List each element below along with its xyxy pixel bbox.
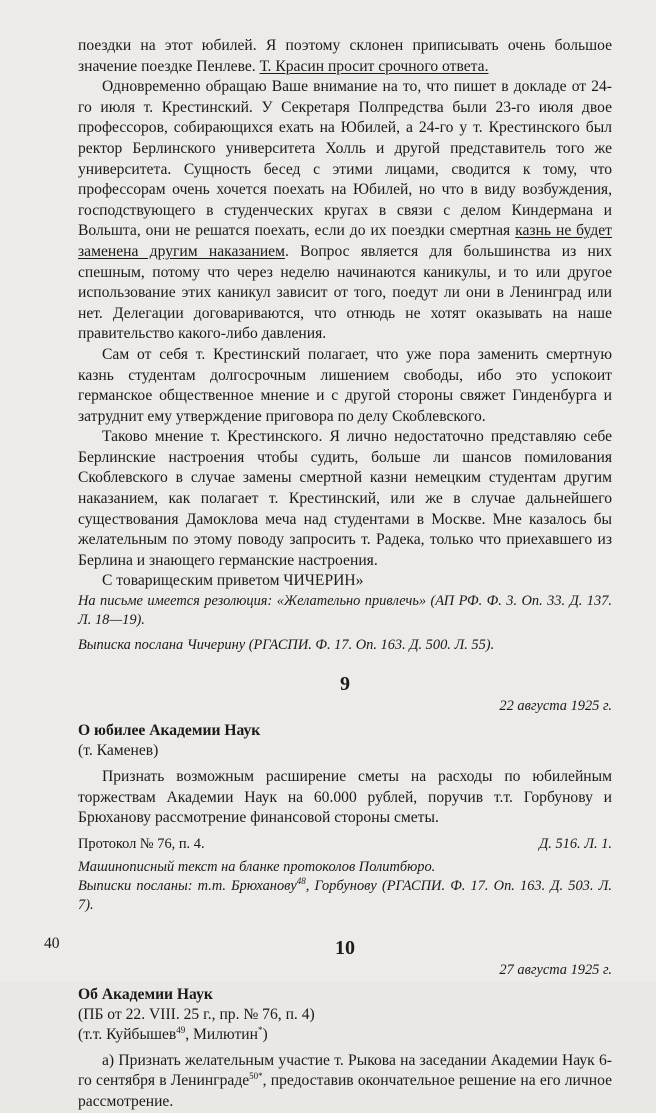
footnote-marker: *: [258, 1024, 263, 1035]
document-number: 10: [335, 936, 355, 959]
underlined-text: казнь не будет заменена другим наказанием: [78, 222, 613, 260]
paragraph-krestinsky-opinion: Сам от себя т. Крестинский полагает, что уже пора заменить смертную казнь студентам долгосрочным лишением свободы, ибо это успокоит германское общественное мнение и с другой стороны свяжет Гинденбурга и затруднит ему утверждение приговора по делу Скоблевского.: [78, 345, 612, 425]
document-speakers: [78, 1025, 612, 1045]
text-run: , Милютин: [185, 1025, 258, 1043]
archive-note-extracts-sent: [78, 877, 612, 915]
footnote-marker: 48: [296, 876, 306, 887]
archive-note-extract: Выписка послана Чичерину (РГАСПИ. Ф. 17. Оп. 163. Д. 500. Л. 55).: [78, 637, 495, 654]
document-date: 22 августа 1925 г.: [499, 698, 612, 715]
document-title: О юбилее Академии Наук: [78, 722, 261, 740]
page-number: 40: [44, 935, 60, 952]
document-resolution-text: [78, 1051, 612, 1113]
paragraph-continuation: [78, 36, 612, 77]
document-title: Об Академии Наук: [78, 985, 213, 1003]
document-speaker: (т. Каменев): [78, 742, 159, 760]
archive-reference: Д. 516. Л. 1.: [539, 835, 612, 852]
protocol-line: [78, 835, 612, 854]
footnote-marker: 50*: [249, 1071, 263, 1082]
protocol-number: Протокол № 76, п. 4.: [78, 835, 205, 852]
text-run: , Горбунову (РГАСПИ. Ф. 17. Оп. 163. Д. 503. Л. 7).: [78, 877, 612, 913]
footnote-marker: 49: [176, 1024, 186, 1035]
paragraph-chicherin-view: Таково мнение т. Крестинского. Я лично недостаточно представляю себе Берлинские настроения чтобы судить, больше ли шансов помилования Скоблевского в случае замены смертной казни немецким студентам другим наказанием, как полагает т. Крестинский, или же в случае дальнейшего существования Дамоклова меча над студентами в Москве. Мне казалось бы желательным по этому поводу запросить т. Радека, только что приехавшего из Берлина и знающего германские настроения.: [78, 428, 612, 569]
text-run: Выписки посланы: т.т. Брюханову: [78, 877, 297, 894]
text-run: , предоставив окончательное решение на его личное рассмотрение.: [78, 1072, 612, 1110]
document-resolution-text: Признать возможным расширение сметы на расходы по юбилейным торжествам Академии Наук на 60.000 рублей, поручив т.т. Горбунову и Брюханову рассмотрение финансовой стороны сметы.: [78, 768, 612, 827]
text-run: . Вопрос является для большинства из них спешным, потому что через неделю начинаются каникулы, и то или другое использование этих каникул зависит от того, поедут ли они в Ленинград или нет. Делегации договариваются, что отнюдь не хотят оказывать на наше правительство какого-либо давления.: [78, 242, 612, 343]
text-run: поездки на этот юбилей. Я поэтому склонен приписывать очень большое значение поездке Пенлеве.: [78, 37, 612, 75]
text-run: ): [262, 1025, 268, 1043]
paragraph-krestinsky-report: [78, 77, 612, 345]
archive-note-resolution: На письме имеется резолюция: «Желательно привлечь» (АП РФ. Ф. 3. Оп. 33. Д. 137. Л. 18—19).: [78, 593, 612, 629]
document-reference: (ПБ от 22. VIII. 25 г., пр. № 76, п. 4): [78, 1005, 315, 1023]
archive-note-typed: Машинописный текст на бланке протоколов Политбюро.: [78, 858, 436, 875]
underlined-text: Т. Красин просит срочного ответа.: [259, 57, 489, 75]
text-run: Одновременно обращаю Ваше внимание на то, что пишет в докладе от 24-го июля т. Крестинский. У Секретаря Полпредства были 23-го июля двое профессоров, собирающихся ехать на Юбилей, а 24-го у т. Крестинского был ректор Берлинского университета Холль и другой представитель того же университета. Сущность бесед с этими лицами, сводится к тому, что профессорам очень хочется поехать на Юбилей, но что в виду возбуждения, господствующего в студенческих кругах в связи с делом Киндермана и Вольшта, они не решатся поехать, если до их поездки смертная: [78, 78, 612, 240]
signature-line: С товарищеским приветом ЧИЧЕРИН»: [102, 572, 364, 590]
document-number: 9: [340, 673, 350, 696]
document-date: 27 августа 1925 г.: [499, 961, 612, 978]
text-run: а) Признать желательным участие т. Рыкова на заседании Академии Наук 6-го сентября в Ленинграде: [78, 1051, 612, 1090]
text-run: (т.т. Куйбышев: [78, 1025, 177, 1043]
